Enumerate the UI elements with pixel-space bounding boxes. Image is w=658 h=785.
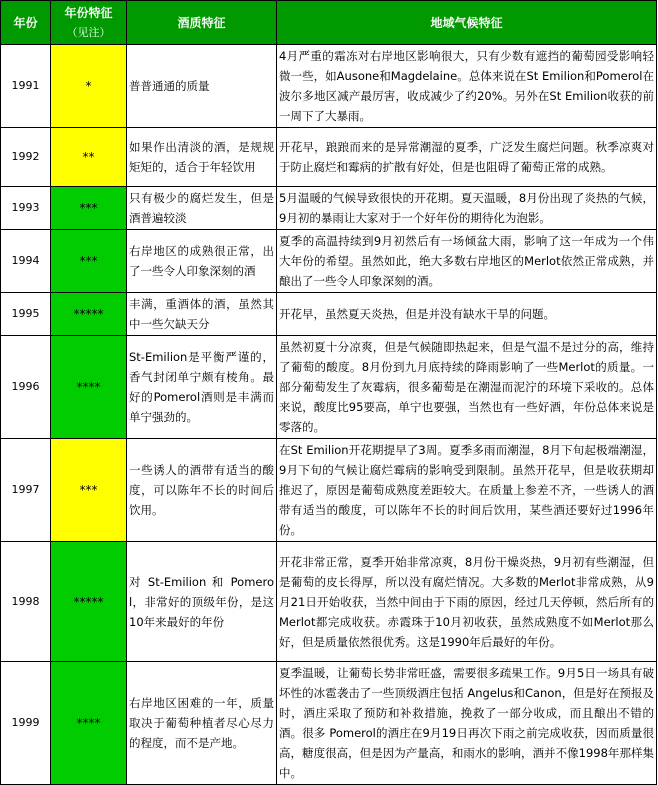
header-year: 年份 xyxy=(1,1,51,45)
climate-cell: 5月温暖的气候导致很快的开花期。夏天温暖，8月份出现了炎热的气候，9月初的暴雨让大家对于一个好年份的期待化为泡影。 xyxy=(277,187,657,230)
year-cell: 1992 xyxy=(1,128,51,187)
rating-cell: ** xyxy=(51,128,127,187)
wine-cell: 丰满，重酒体的酒，虽然其中一些欠缺天分 xyxy=(127,293,277,336)
year-cell: 1993 xyxy=(1,187,51,230)
rating-cell: **** xyxy=(51,662,127,785)
rating-cell: ***** xyxy=(51,542,127,662)
climate-cell: 开花非常正常，夏季开始非常凉爽，8月份干燥炎热，9月初有些潮湿，但是葡萄的皮长得厚，所以没有腐烂情况。大多数的Merlot非常成熟，从9月21日开始收获，当然中间由于下雨的原因，经过几天停顿，然后所有的Merlot都完成收获。赤霞珠于10月初收获，虽然成熟度不如Merlot那么好，但是质量依然很优秀。这是1990年后最好的年份。 xyxy=(277,542,657,662)
year-cell: 1997 xyxy=(1,439,51,542)
year-cell: 1995 xyxy=(1,293,51,336)
table-row xyxy=(1,439,657,542)
table-row xyxy=(1,187,657,230)
year-cell: 1996 xyxy=(1,336,51,439)
rating-cell: **** xyxy=(51,336,127,439)
table-row xyxy=(1,662,657,785)
climate-cell: 在St Emilion开花期提早了3周。夏季多雨而潮湿，8月下旬起极端潮湿，9月下旬的气候让腐烂霉病的影响受到限制。虽然开花早，但是收获期却推迟了，原因是葡萄成熟度差距较大。在质量上参差不齐，一些诱人的酒带有适当的酸度，可以陈年不长的时间后饮用，某些酒还要好过1996年份。 xyxy=(277,439,657,542)
rating-cell: *** xyxy=(51,230,127,293)
header-feature xyxy=(51,1,127,45)
rating-cell: * xyxy=(51,45,127,128)
climate-cell: 夏季温暖，让葡萄长势非常旺盛，需要很多疏果工作。9月5日一场具有破坏性的冰雹袭击了一些顶级酒庄包括 Angelus和Canon，但是好在预报及时，酒庄采取了预防和补救措施，挽救了一部分收成，而且酿出不错的酒。很多 Pomerol的酒庄在9月19日再次下雨之前完成收获，因而质量很高，糖度很高，但是因为产量高，和雨水的影响，酒并不像1998年那样集中。 xyxy=(277,662,657,785)
header-feature-label: 年份特征 xyxy=(64,5,113,20)
wine-cell: 只有极少的腐烂发生，但是酒普遍较淡 xyxy=(127,187,277,230)
year-cell: 1991 xyxy=(1,45,51,128)
climate-cell: 开花早，虽然夏天炎热，但是并没有缺水干旱的问题。 xyxy=(277,293,657,336)
wine-cell: St-Emilion是平衡严谨的，香气封闭单宁颇有棱角。最好的Pomerol酒则是丰满而单宁强劲的。 xyxy=(127,336,277,439)
climate-cell: 开花早，踉踉而来的是异常潮湿的夏季，广泛发生腐烂问题。秋季凉爽对于防止腐烂和霉病的扩散有好处，但是也阻碍了葡萄正常的成熟。 xyxy=(277,128,657,187)
wine-cell: 对 St-Emilion 和 Pomerol，非常好的顶级年份，是这10年来最好的年份 xyxy=(127,542,277,662)
year-cell: 1998 xyxy=(1,542,51,662)
wine-cell: 普普通通的质量 xyxy=(127,45,277,128)
year-cell: 1999 xyxy=(1,662,51,785)
header-feature-note: （见注） xyxy=(66,25,111,39)
table-row xyxy=(1,45,657,128)
header-climate: 地域气候特征 xyxy=(277,1,657,45)
wine-cell: 一些诱人的酒带有适当的酸度，可以陈年不长的时间后饮用。 xyxy=(127,439,277,542)
header-row xyxy=(1,1,657,45)
climate-cell: 4月严重的霜冻对右岸地区影响很大，只有少数有遮挡的葡萄园受影响轻微一些，如Ausone和Magdelaine。总体来说在St Emilion和Pomerol在波尔多地区减产最厉害，收成减少了约20%。另外在St Emilion收获的前一周下了大暴雨。 xyxy=(277,45,657,128)
header-wine: 酒质特征 xyxy=(127,1,277,45)
table-row xyxy=(1,336,657,439)
rating-cell: *** xyxy=(51,439,127,542)
wine-cell: 如果作出清淡的酒，是规规矩矩的，适合于年轻饮用 xyxy=(127,128,277,187)
climate-cell: 夏季的高温持续到9月初然后有一场倾盆大雨，影响了这一年成为一个伟大年份的希望。虽然如此，绝大多数右岸地区的Merlot依然正常成熟，并酿出了一些令人印象深刻的酒。 xyxy=(277,230,657,293)
table-row xyxy=(1,293,657,336)
wine-cell: 右岸地区的成熟很正常，出了一些令人印象深刻的酒 xyxy=(127,230,277,293)
year-cell: 1994 xyxy=(1,230,51,293)
climate-cell: 虽然初夏十分凉爽，但是气候随即热起来，但是气温不是过分的高，维持了葡萄的酸度。8月份到九月底持续的降雨影响了一些Merlot的质量。一部分葡萄发生了灰霉病，很多葡萄是在潮湿而泥泞的环境下采收的。总体来说，酸度比95要高，单宁也要强，当然也有一些好酒，年份总体来说是零落的。 xyxy=(277,336,657,439)
rating-cell: *** xyxy=(51,187,127,230)
wine-cell: 右岸地区困难的一年，质量取决于葡萄种植者尽心尽力的程度，而不是产地。 xyxy=(127,662,277,785)
table-row xyxy=(1,128,657,187)
table-row xyxy=(1,542,657,662)
rating-cell: ***** xyxy=(51,293,127,336)
table-row xyxy=(1,230,657,293)
